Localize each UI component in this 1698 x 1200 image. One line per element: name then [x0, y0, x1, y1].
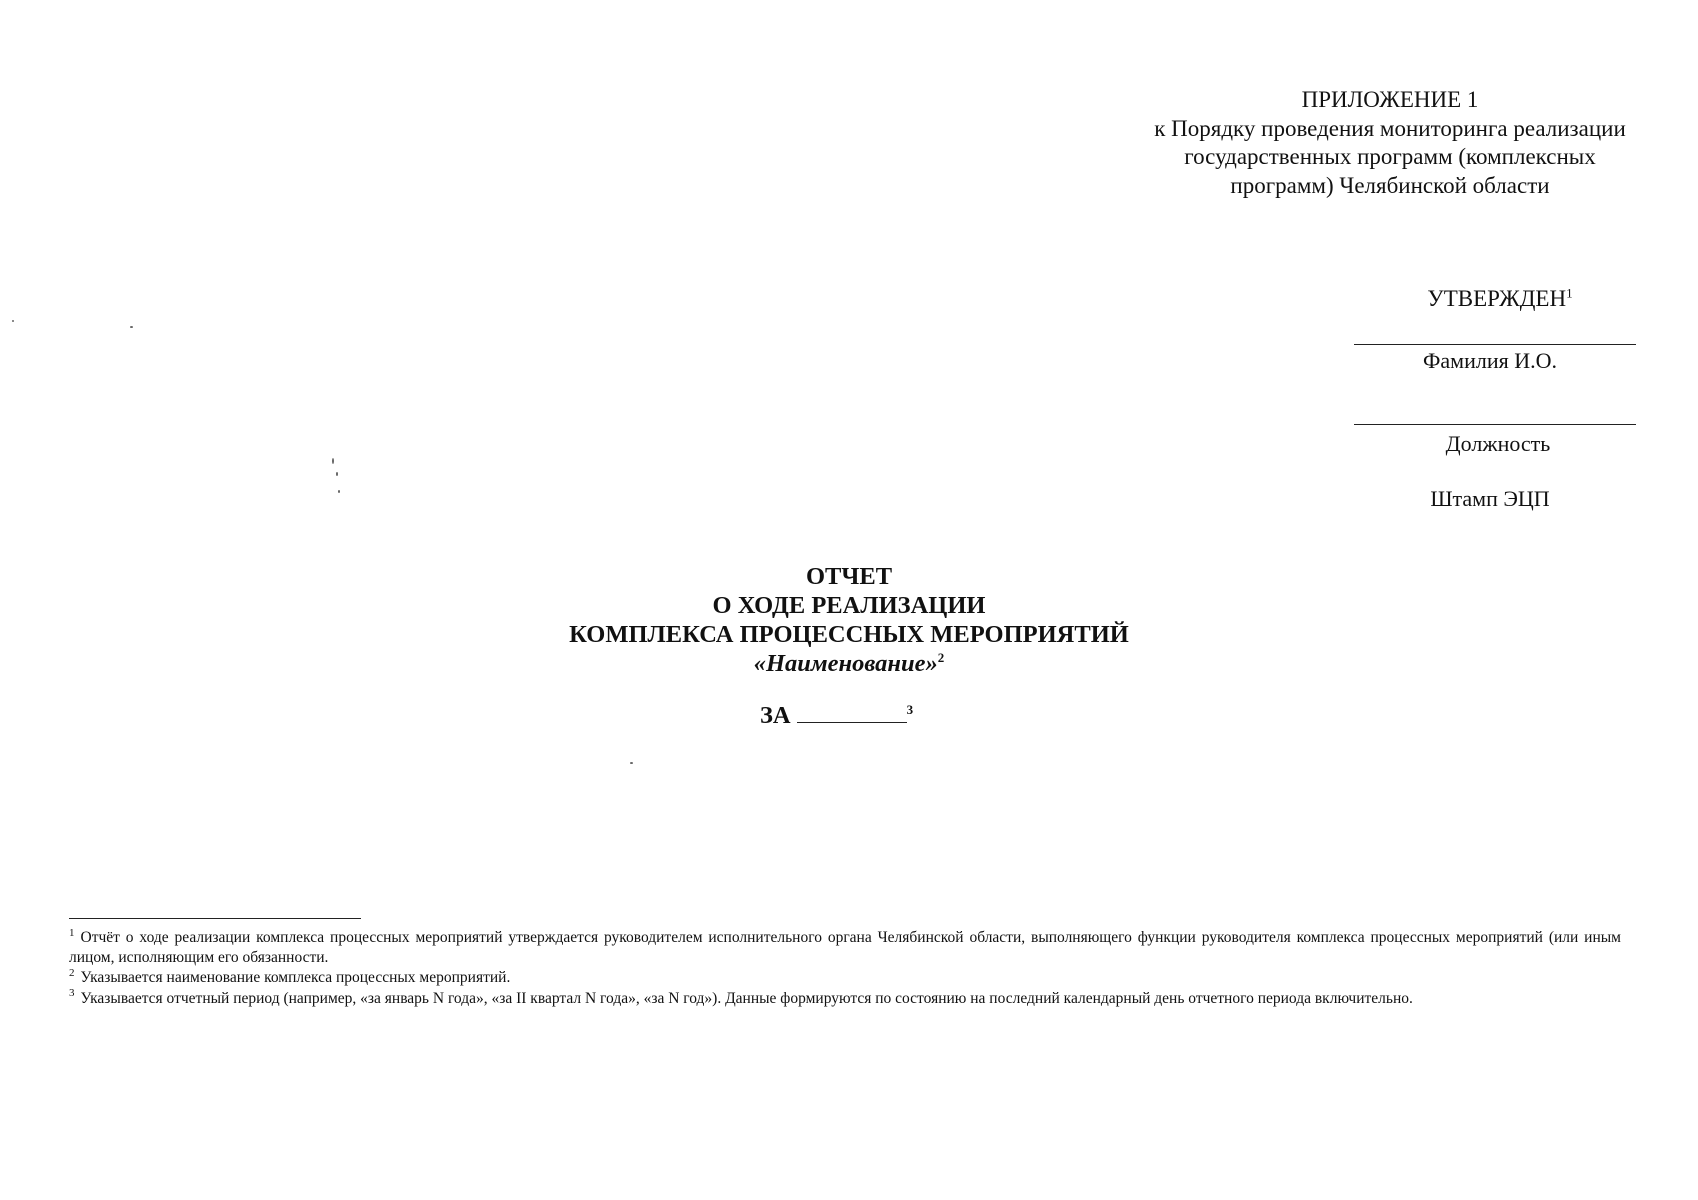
approval-block [1350, 286, 1650, 526]
report-period [760, 700, 913, 730]
footnote [69, 989, 1621, 1009]
footnote [69, 968, 1621, 988]
appendix-line-1: к Порядку проведения мониторинга реализации [1154, 115, 1626, 141]
footnote [69, 928, 1621, 967]
footnote-number: 3 [69, 987, 75, 1000]
scan-speck [338, 490, 340, 493]
title-name-row [449, 649, 1249, 678]
name-signature-line [1354, 344, 1636, 345]
appendix-heading: ПРИЛОЖЕНИЕ 1 [1301, 87, 1479, 112]
title-line-1: ОТЧЕТ [805, 563, 893, 590]
footnote-number: 2 [69, 966, 75, 979]
scan-speck [130, 326, 133, 328]
scan-speck [630, 762, 633, 764]
footnote-text: Указывается наименование комплекса процессных мероприятий. [80, 969, 511, 986]
scan-speck [336, 472, 338, 476]
title-line-3: КОМПЛЕКСА ПРОЦЕССНЫХ МЕРОПРИЯТИЙ [569, 621, 1129, 648]
period-footnote-ref: 3 [906, 701, 914, 717]
footnote-separator [69, 918, 361, 919]
footnote-text: Указывается отчетный период (например, «за январь N года», «за II квартал N года», «за N год»). Данные формируются по состоянию на последний календарный день отчетного периода включительно. [80, 989, 1413, 1007]
name-caption: Фамилия И.О. [1423, 348, 1557, 373]
footnotes [69, 928, 1621, 1009]
footnote-number: 1 [69, 926, 75, 939]
title-line-2: О ХОДЕ РЕАЛИЗАЦИИ [712, 592, 986, 619]
scan-speck [12, 320, 14, 322]
approved-label [1350, 286, 1650, 312]
approved-text: УТВЕРЖДЕН [1427, 286, 1567, 311]
footnote-text: Отчёт о ходе реализации комплекса процессных мероприятий утверждается руководителем исполнительного органа Челябинской области, выполняющего функции руководителя комплекса процессных мероприятий (или иным лицом, исполняющим его обязанности. [69, 929, 1621, 966]
report-title [449, 562, 1249, 678]
program-name: «Наименование» [753, 650, 938, 677]
position-signature-line [1354, 424, 1636, 425]
approved-footnote-ref: 1 [1566, 285, 1573, 301]
period-prefix: ЗА [760, 702, 791, 729]
appendix-line-2: государственных программ (комплексных [1184, 144, 1596, 169]
stamp-caption: Штамп ЭЦП [1430, 486, 1550, 511]
name-footnote-ref: 2 [937, 649, 945, 665]
appendix-line-3: программ) Челябинской области [1230, 172, 1550, 198]
scan-speck [332, 458, 334, 464]
position-caption: Должность [1445, 431, 1551, 456]
appendix-block [1100, 86, 1680, 200]
period-blank-line [797, 700, 907, 723]
